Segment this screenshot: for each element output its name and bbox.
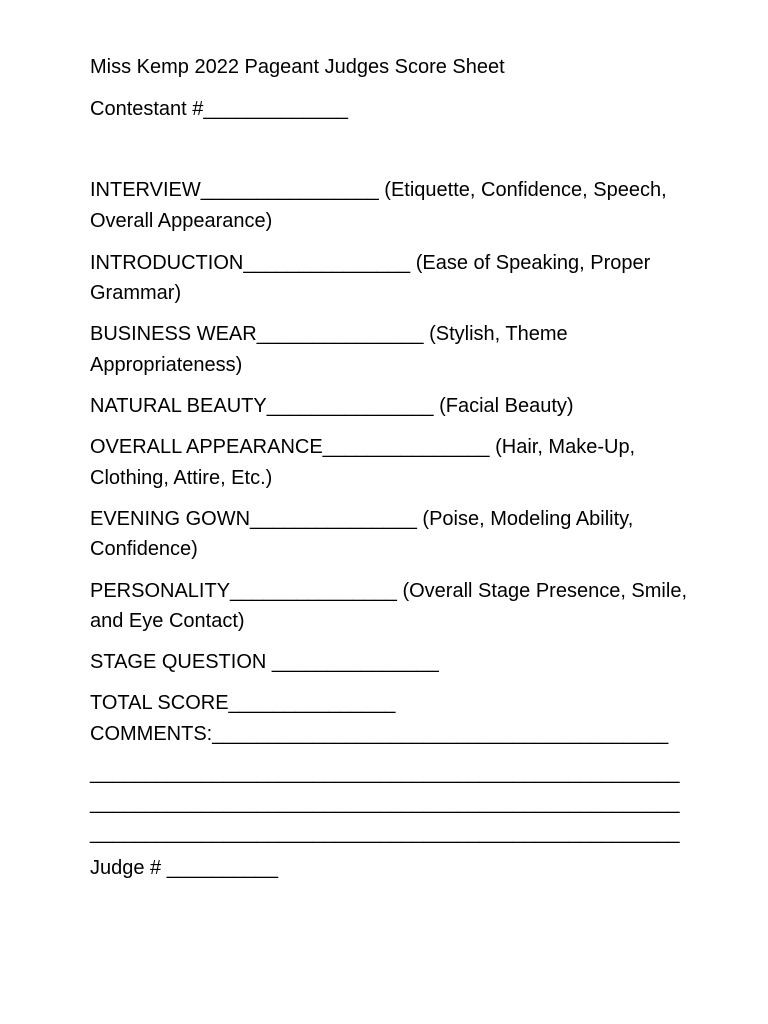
introduction-criteria: Grammar) [90, 282, 182, 304]
stage-question-score-line: STAGE QUESTION _______________ [90, 651, 439, 673]
total-score-line: TOTAL SCORE_______________ [90, 692, 396, 714]
comment-blank-line: _____________________________________________________ [90, 822, 680, 844]
comment-blank-line: _____________________________________________________ [90, 762, 680, 784]
introduction-score-line: INTRODUCTION_______________ (Ease of Speaking, Proper [90, 252, 651, 274]
personality-criteria: and Eye Contact) [90, 610, 245, 632]
natural-beauty-score-line: NATURAL BEAUTY_______________ (Facial Beauty) [90, 395, 574, 417]
judge-number-field: Judge # __________ [90, 857, 278, 879]
comment-blank-line: _____________________________________________________ [90, 792, 680, 814]
interview-score-line: INTERVIEW________________ (Etiquette, Confidence, Speech, [90, 179, 667, 201]
sheet-title: Miss Kemp 2022 Pageant Judges Score Sheet [90, 56, 505, 78]
personality-score-line: PERSONALITY_______________ (Overall Stage Presence, Smile, [90, 580, 688, 602]
evening-gown-score-line: EVENING GOWN_______________ (Poise, Modeling Ability, [90, 508, 634, 530]
contestant-number-field: Contestant #_____________ [90, 98, 349, 120]
evening-gown-criteria: Confidence) [90, 538, 198, 560]
overall-appearance-criteria: Clothing, Attire, Etc.) [90, 467, 273, 489]
business-wear-criteria: Appropriateness) [90, 354, 243, 376]
comments-line: COMMENTS:_________________________________________ [90, 723, 669, 745]
business-wear-score-line: BUSINESS WEAR_______________ (Stylish, Theme [90, 323, 568, 345]
interview-criteria: Overall Appearance) [90, 210, 273, 232]
overall-appearance-score-line: OVERALL APPEARANCE_______________ (Hair, Make-Up, [90, 436, 636, 458]
